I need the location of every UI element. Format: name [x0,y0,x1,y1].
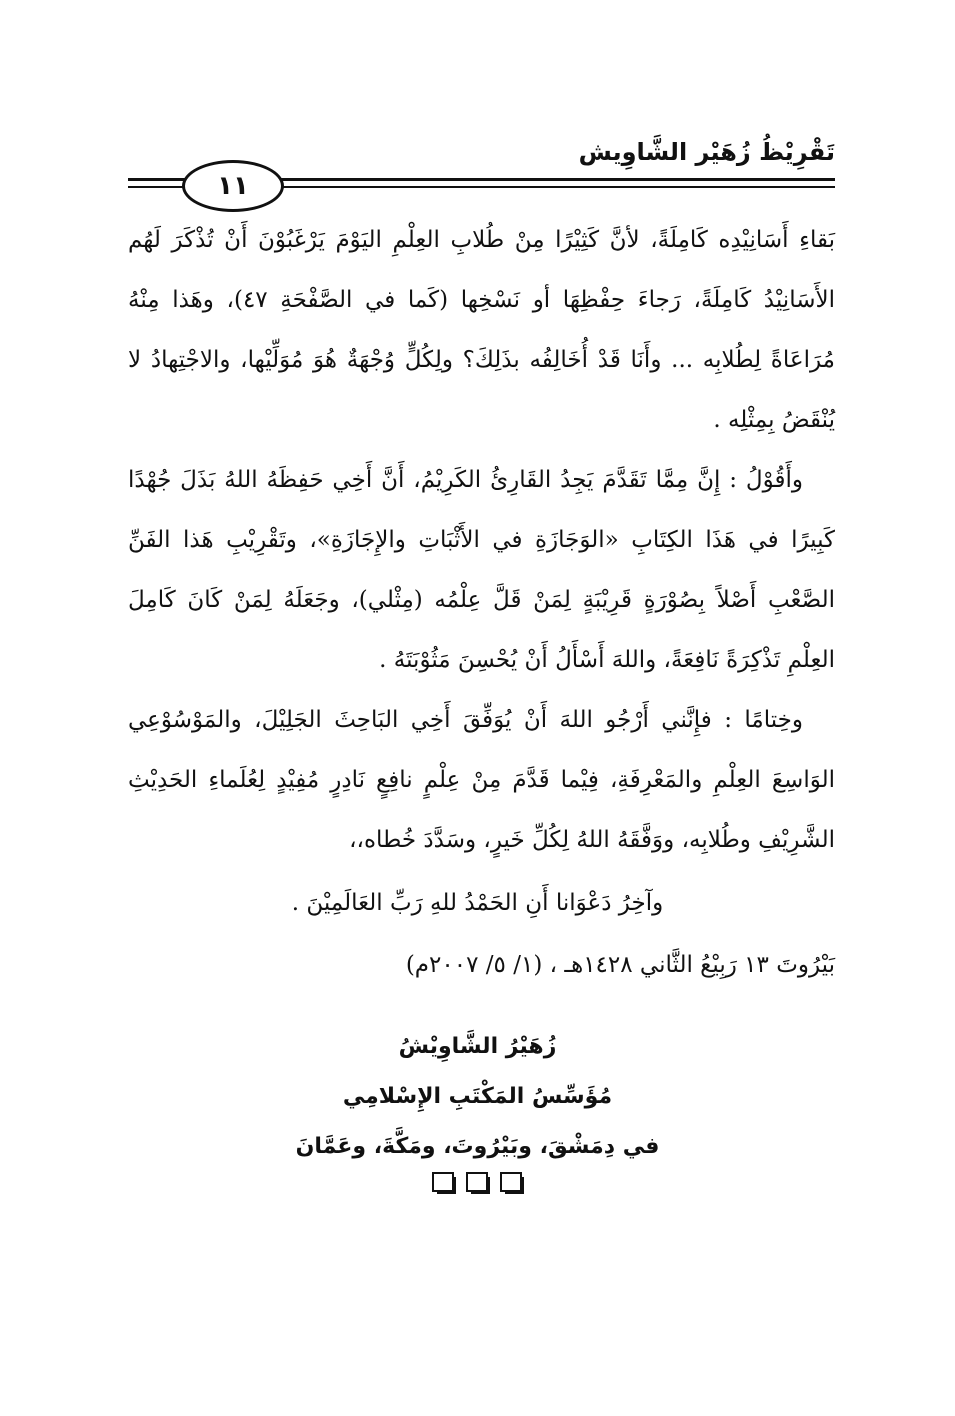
signature-name: زُهَيْرُ الشَّاوِيْشُ [398,1034,557,1059]
end-ornament [0,1172,955,1194]
page-number: ١١ [182,160,284,212]
paragraph: وخِتامًا : فإِنَّني أَرْجُو اللهَ أَنْ يُوَفِّقَ أَخِي البَاحِثَ الجَلِيْلَ، والمَوْسُوْعِي الوَاسِعَ العِلْمِ والمَعْرِفَةِ، فِيْما قَدَّمَ مِنْ عِلْمٍ نافِعٍ نَادِرٍ مُفِيْدٍ لِعُلَماءِ الحَدِيْثِ الشَّرِيْفِ وطُلابِه، ووَفَّقَهُ اللهُ لِكُلِّ خَيرٍ، وسَدَّدَ خُطاه،، [128,707,835,853]
paragraph: وأَقُوْلُ : إِنَّ مِمَّا تَقَدَّمَ يَجِدُ القَارِئُ الكَرِيْمُ، أَنَّ أَخِي حَفِظَهُ اللهُ بَذَلَ جُهْدًا كَبِيرًا في هَذَا الكِتَابِ «الوَجَازَةِ في الأَثْبَاتِ والإِجَازَةِ»، وتَقْرِيْبِ هَذا الفَنِّ الصَّعْبِ أَصْلاً بِصُوْرَةٍ قَرِيْبَةٍ لِمَنْ قَلَّ عِلْمُه (مِثْلي)، وجَعَلَهُ لِمَنْ كَانَ كَامِلَ العِلْمِ تَذْكِرَةً نَافِعَةً، واللهَ أَسْأَلُ أَنْ يُحْسِنَ مَثُوْبَتَهُ . [128,467,835,673]
closing-prayer: وآخِرُ دَعْوَانا أَنِ الحَمْدُ للهِ رَبِّ العَالَمِيْنَ . [291,890,664,916]
running-title: تَقْرِيْظُ زُهَيْر الشَّاوِيش [578,138,835,166]
square-ornament-icon [466,1172,490,1194]
signature-places: في دِمَشْقَ، وبَيْرُوتَ، ومَكَّةَ، وعَمَّانَ [295,1134,660,1159]
square-ornament-icon [432,1172,456,1194]
date-line: بَيْرُوتَ ١٣ رَبِيْعُ الثَّاني ١٤٢٨هـ ، (١/ ٥/ ٢٠٠٧م) [405,952,835,978]
paragraph: بَقاءِ أَسَانِيْدِه كَامِلَةً، لأنَّ كَثِيْرًا مِنْ طُلابِ العِلْمِ اليَوْمَ يَرْغَبُوْنَ أَنْ تُذْكَرَ لَهُم الأَسَانِيْدُ كَامِلَةً، رَجاءَ حِفْظِهَا أو نَسْخِها (كَما في الصَّفْحَةِ ٤٧)، وهَذا مِنْهُ مُرَاعَاةً لِطُلابِه ... وأَنَا قَدْ أُخَالِفُه بذَلِكَ؟ ولِكُلٍّ وُجْهَةٌ هُوَ مُوَلِّيْها، والاجْتِهادُ لا يُنْقَضُ بِمِثْلِه . [128,227,835,433]
signature-block [0,1022,955,1172]
body-text [128,210,835,870]
square-ornament-icon [500,1172,524,1194]
signature-title: مُؤَسِّسُ المَكْتَبِ الإِسْلامِي [342,1084,613,1109]
